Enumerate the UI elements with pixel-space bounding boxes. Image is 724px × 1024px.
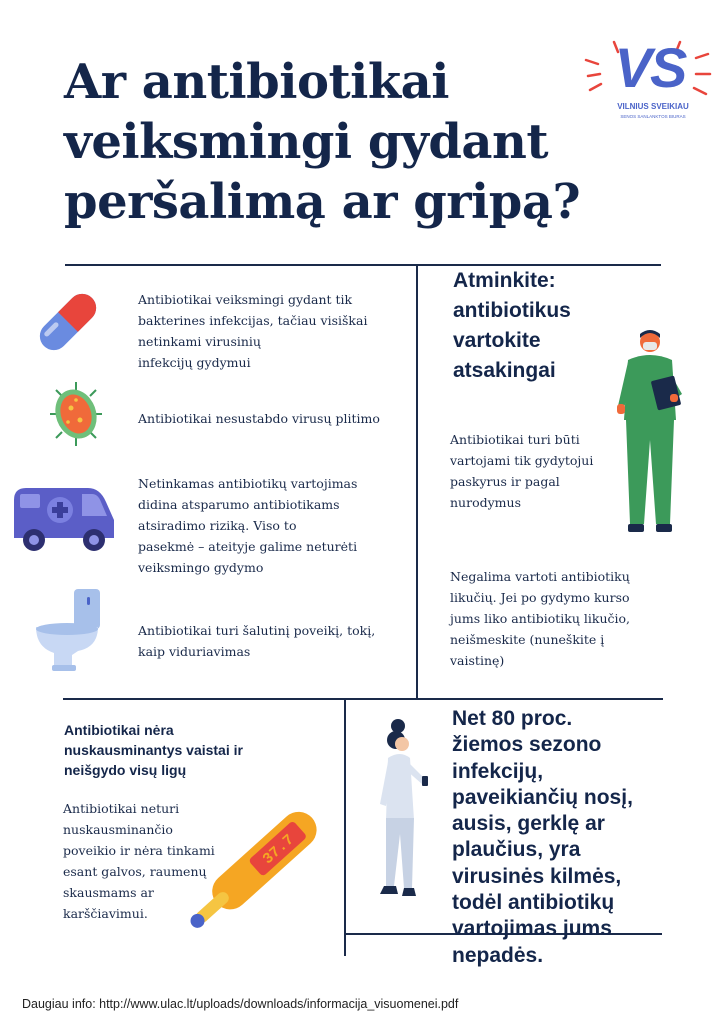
title-line: peršalimą ar gripą? [64,174,581,230]
note-line: likučių. Jei po gydymo kurso [450,590,630,605]
remember-line: antibiotikus [453,299,571,322]
painkiller-line: poveikio ir nėra tinkami [63,843,215,858]
note-line: jums liko antibiotikų likučio, [450,611,631,626]
divider-vertical-upper [416,264,418,700]
painkiller-line: esant galvos, raumenų [63,864,207,879]
note-line: nurodymus [450,495,521,510]
fact-line: kaip viduriavimas [138,644,251,659]
painkiller-line: karščiavimui. [63,906,148,921]
divider-vertical-lower [344,698,346,956]
fact-line: Antibiotikai veiksmingi gydant tik [138,292,353,307]
painkiller-line: Antibiotikai neturi [63,801,180,816]
statistic-line: nepadės. [452,943,544,967]
logo-name: VILNIUS SVEIKIAU [617,102,689,111]
thermometer-icon [168,788,340,952]
logo [584,38,714,128]
woman-with-phone-illustration [368,718,440,902]
statistic-text [452,706,662,969]
fact-line: infekcijų gydymui [138,355,251,370]
statistic-line: paveikiančių nosį, [452,785,633,809]
thermometer-reading: 37.7 [259,831,298,869]
title-line: veiksmingi gydant [64,114,549,170]
fact-line: Antibiotikai nesustabdo virusų plitimo [138,411,380,426]
note-line: vaistinę) [450,653,505,668]
painkiller-heading [64,720,294,780]
painkiller-line: nuskausminančio [63,822,173,837]
prescription-note [450,429,610,513]
doctor-illustration [610,328,692,540]
note-line: Negalima vartoti antibiotikų [450,569,630,584]
note-line: paskyrus ir pagal [450,474,560,489]
fact-line: atsiradimo riziką. Viso to [138,518,297,533]
footer-more-info-link[interactable]: Daugiau info: http://www.ulac.lt/uploads/downloads/informacija_visuomenei.pdf [22,997,459,1011]
pill-capsule-icon [28,282,108,362]
fact-text-side-effects [138,620,408,662]
statistic-line: plaučius, yra [452,838,581,862]
fact-text-bacterial [138,289,398,373]
statistic-line: žiemos sezono [452,733,602,757]
statistic-line: todėl antibiotikų [452,891,615,915]
remember-line: atsakingai [453,359,556,382]
fact-line: Netinkamas antibiotikų vartojimas [138,476,358,491]
fact-line: veiksmingo gydymo [138,560,264,575]
painkiller-heading-line: Antibiotikai nėra [64,722,174,738]
painkiller-heading-line: neišgydo visų ligų [64,762,187,778]
fact-line: didina atsparumo antibiotikams [138,497,340,512]
note-line: vartojami tik gydytojui [450,453,594,468]
logo-letters: VS [614,36,686,99]
note-line: Antibiotikai turi būti [450,432,580,447]
statistic-line: vartojimas jums [452,917,612,941]
fact-line: pasekmė – ateityje galime neturėti [138,539,358,554]
bacteria-icon [46,378,106,450]
painkiller-line: skausmams ar [63,885,154,900]
logo-subtitle: SENOS SANLANKTOS BIURAS [620,114,686,119]
painkiller-heading-line: nuskausminantys vaistai ir [64,742,243,758]
note-line: neišmeskite (nuneškite į [450,632,605,647]
fact-text-resistance [138,473,398,578]
remember-line: Atminkite: [453,269,556,292]
fact-line: bakterines infekcijas, tačiau visiškai [138,313,368,328]
statistic-line: ausis, gerklę ar [452,812,605,836]
statistic-line: infekcijų, [452,759,544,783]
statistic-line: virusinės kilmės, [452,864,622,888]
leftovers-note [450,566,660,671]
fact-line: netinkami virusinių [138,334,261,349]
page-title [64,52,604,232]
fact-text-virus-spread [138,408,408,429]
statistic-line: Net 80 proc. [452,707,573,730]
divider-middle [63,698,663,700]
fact-line: Antibiotikai turi šalutinį poveikį, tokį, [138,623,376,638]
remember-line: vartokite [453,329,541,352]
title-line: Ar antibiotikai [64,54,449,110]
ambulance-icon [8,480,120,554]
toilet-icon [32,585,106,675]
